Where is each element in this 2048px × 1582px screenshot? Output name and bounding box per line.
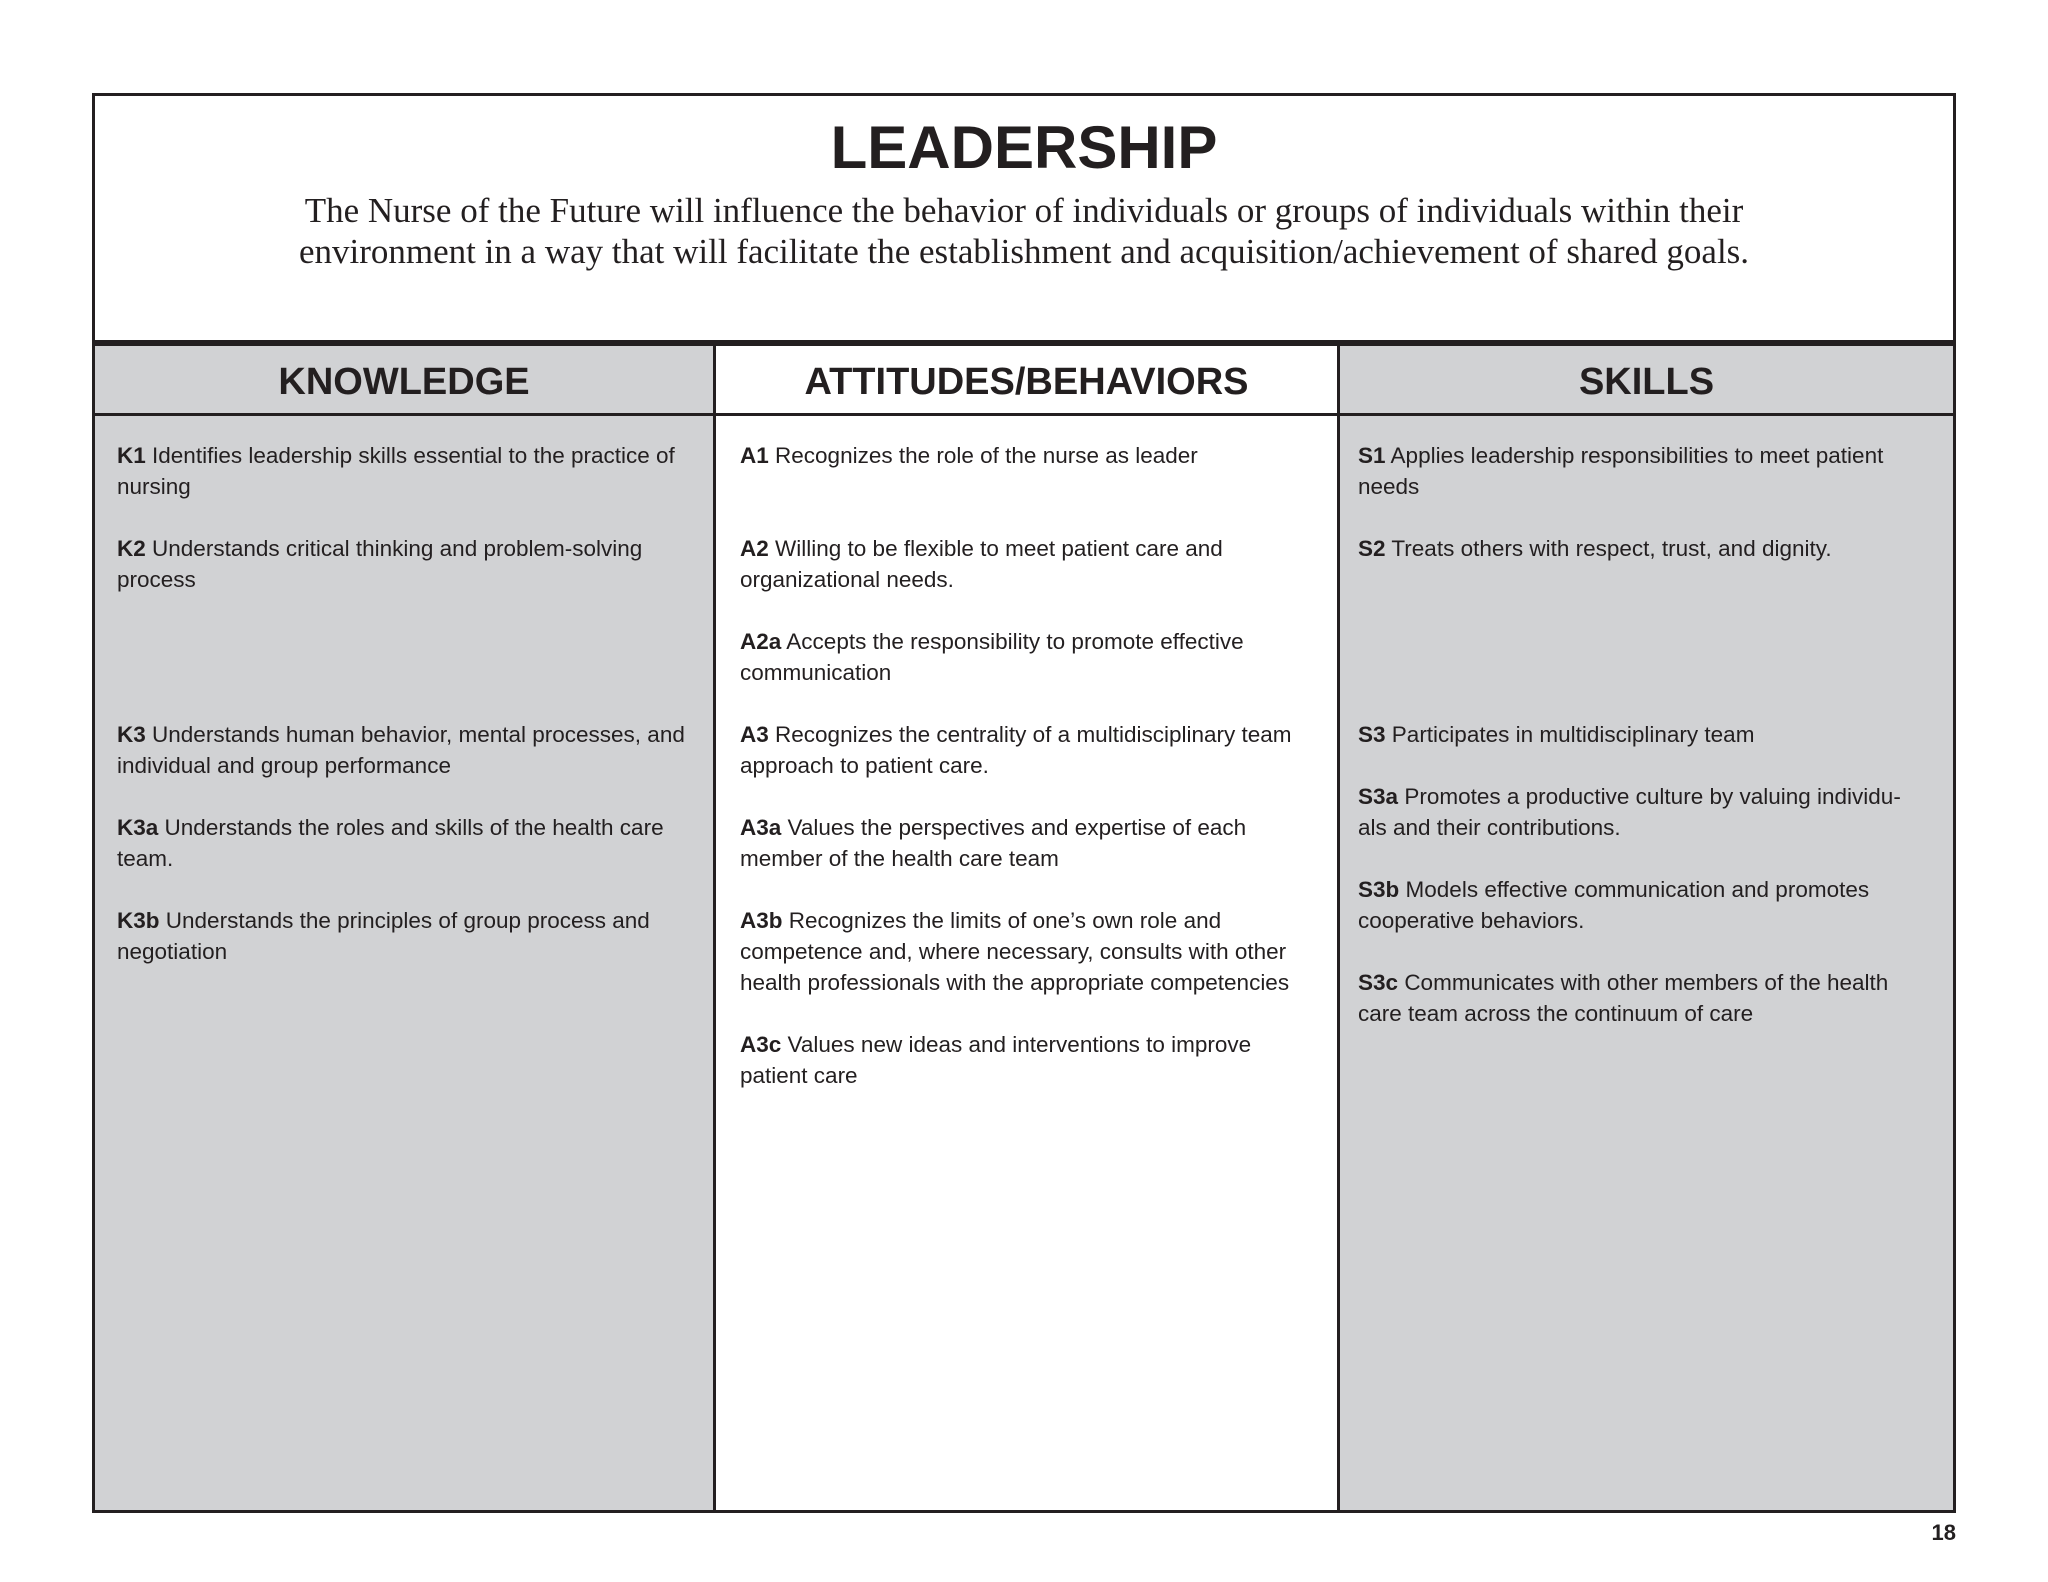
- item-code: A2a: [740, 629, 782, 654]
- item-text: Understands critical thinking and problem-solving process: [117, 536, 643, 592]
- item-text: Participates in multidisciplinary team: [1391, 722, 1755, 747]
- list-item: [1340, 781, 1953, 843]
- item-code: S3b: [1358, 877, 1400, 902]
- item-text: Identifies leadership skills essential to the practice of nursing: [117, 443, 675, 499]
- list-item: [716, 1029, 1337, 1091]
- item-text: Understands the roles and skills of the health care team.: [117, 815, 664, 871]
- page-subtitle: The Nurse of the Future will influence the behavior of individuals or groups of individuals within their environment in a way that will facilitate the establishment and acquisition/achievement of shared goals.: [298, 191, 1750, 271]
- skills-heading: SKILLS: [1340, 346, 1953, 416]
- list-item: [1340, 440, 1953, 502]
- list-item: [716, 533, 1337, 595]
- list-item: [1340, 533, 1953, 564]
- item-code: S3: [1358, 722, 1386, 747]
- attitudes-heading: ATTITUDES/BEHAVIORS: [716, 346, 1337, 416]
- item-code: K1: [117, 443, 146, 468]
- list-item: [1340, 874, 1953, 936]
- list-item: [1340, 967, 1953, 1029]
- item-text: Understands the principles of group process and negotiation: [117, 908, 650, 964]
- item-code: A1: [740, 443, 769, 468]
- list-item: [95, 905, 713, 967]
- item-text: Understands human behavior, mental processes, and individual and group performance: [117, 722, 685, 778]
- item-text: Recognizes the limits of one’s own role and competence and, where necessary, consults with other health professionals with the appropriate competencies: [740, 908, 1290, 995]
- attitudes-column: [716, 346, 1340, 1510]
- item-text: Communicates with other members of the health care team across the continuum of care: [1358, 970, 1889, 1026]
- item-text: Accepts the responsibility to promote effective communication: [740, 629, 1244, 685]
- knowledge-column: [95, 346, 716, 1510]
- page-title: LEADERSHIP: [830, 114, 1218, 181]
- item-code: A3b: [740, 908, 783, 933]
- list-item: [716, 440, 1337, 471]
- item-code: S2: [1358, 536, 1386, 561]
- item-code: A2: [740, 536, 769, 561]
- competency-table: [92, 93, 1956, 1513]
- item-text: Values the perspectives and expertise of each member of the health care team: [740, 815, 1247, 871]
- item-text: Values new ideas and interventions to improve patient care: [740, 1032, 1252, 1088]
- list-item: [716, 626, 1337, 688]
- list-item: [1340, 719, 1953, 750]
- item-code: A3: [740, 722, 769, 747]
- item-text: Recognizes the role of the nurse as leader: [775, 443, 1198, 468]
- list-item: [95, 440, 713, 502]
- page-number: 18: [1931, 1520, 1956, 1545]
- item-code: K2: [117, 536, 146, 561]
- item-text: Models effective communication and promotes cooperative behaviors.: [1358, 877, 1870, 933]
- item-code: S1: [1358, 443, 1386, 468]
- list-item: [716, 719, 1337, 781]
- knowledge-heading: KNOWLEDGE: [95, 346, 713, 416]
- list-item: [95, 812, 713, 874]
- item-text: Willing to be flexible to meet patient care and organizational needs.: [740, 536, 1223, 592]
- list-item: [95, 533, 713, 595]
- item-code: S3a: [1358, 784, 1399, 809]
- item-text: Applies leadership responsibilities to meet patient needs: [1358, 443, 1884, 499]
- list-item: [716, 905, 1337, 998]
- item-text: Recognizes the centrality of a multidisciplinary team approach to patient care.: [740, 722, 1292, 778]
- item-code: K3b: [117, 908, 160, 933]
- list-item: [95, 719, 713, 781]
- table-header: [95, 96, 1953, 346]
- list-item: [716, 812, 1337, 874]
- item-code: K3a: [117, 815, 159, 840]
- item-code: A3c: [740, 1032, 782, 1057]
- item-code: S3c: [1358, 970, 1399, 995]
- skills-column: [1340, 346, 1953, 1510]
- item-text: Treats others with respect, trust, and dignity.: [1391, 536, 1832, 561]
- item-code: A3a: [740, 815, 782, 840]
- item-code: K3: [117, 722, 146, 747]
- item-text: Promotes a productive culture by valuing individu-als and their contributions.: [1358, 784, 1901, 840]
